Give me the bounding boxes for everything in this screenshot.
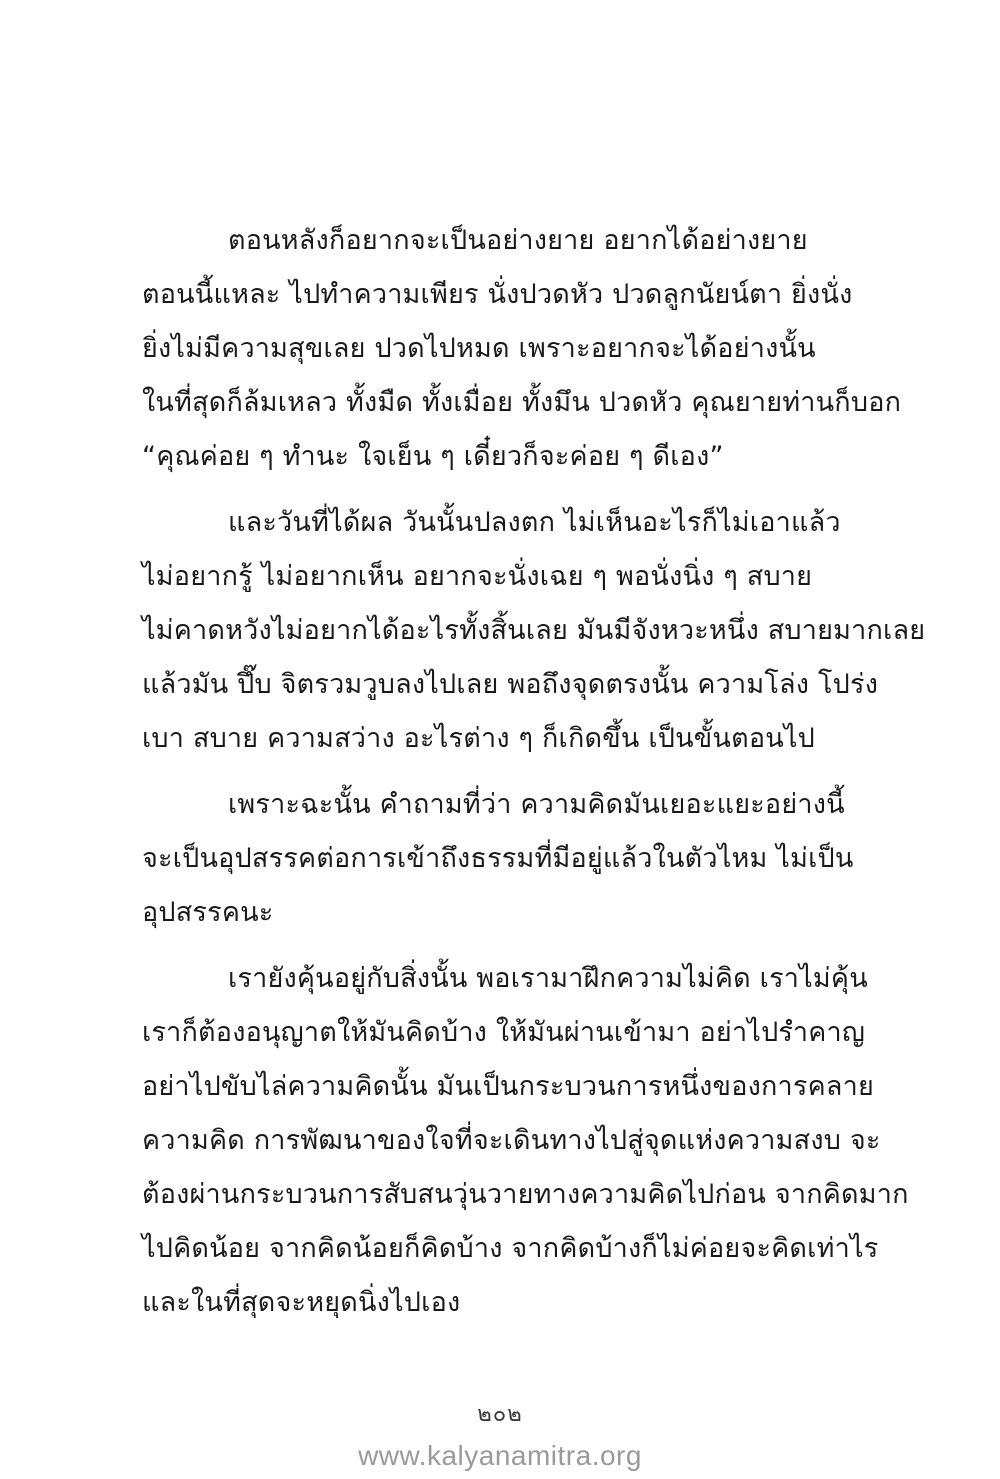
text-line: เบา สบาย ความสว่าง อะไรต่าง ๆ ก็เกิดขึ้น เป็นขั้นตอนไป	[142, 723, 816, 754]
text-line: ตอนหลังก็อยากจะเป็นอย่างยาย อยากได้อย่างยาย	[228, 225, 808, 256]
text-line: อุปสรรคนะ	[142, 897, 274, 928]
text-line: ยิ่งไม่มีความสุขเลย ปวดไปหมด เพราะอยากจะได้อย่างนั้น	[142, 333, 816, 364]
paragraph-2	[142, 496, 926, 766]
text-line: ต้องผ่านกระบวนการสับสนวุ่นวายทางความคิดไปก่อน จากคิดมาก	[142, 1179, 909, 1210]
text-line: และวันที่ได้ผล วันนั้นปลงตก ไม่เห็นอะไรก็ไม่เอาแล้ว	[228, 507, 841, 538]
paragraph-1	[142, 214, 902, 484]
text-line: และในที่สุดจะหยุดนิ่งไปเอง	[142, 1287, 461, 1318]
website-url: www.kalyanamitra.org	[358, 1440, 642, 1471]
text-line: ตอนนี้แหละ ไปทำความเพียร นั่งปวดหัว ปวดลูกนัยน์ตา ยิ่งนั่ง	[142, 279, 853, 310]
text-line: เรายังคุ้นอยู่กับสิ่งนั้น พอเรามาฝึกความไม่คิด เราไม่คุ้น	[228, 963, 868, 994]
paragraph-4	[142, 952, 909, 1330]
text-line: ไม่อยากรู้ ไม่อยากเห็น อยากจะนั่งเฉย ๆ พอนั่งนิ่ง ๆ สบาย	[142, 561, 813, 592]
paragraph-3	[142, 778, 854, 940]
text-line: “คุณค่อย ๆ ทำนะ ใจเย็น ๆ เดี๋ยวก็จะค่อย ๆ ดีเอง”	[142, 441, 724, 472]
text-line: เพราะฉะนั้น คำถามที่ว่า ความคิดมันเยอะแยะอย่างนี้	[228, 789, 845, 820]
text-line: ในที่สุดก็ล้มเหลว ทั้งมืด ทั้งเมื่อย ทั้งมึน ปวดหัว คุณยายท่านก็บอก	[142, 387, 902, 418]
page-number: ๒๐๒	[477, 1402, 523, 1427]
text-line: เราก็ต้องอนุญาตให้มันคิดบ้าง ให้มันผ่านเข้ามา อย่าไปรำคาญ	[142, 1017, 866, 1048]
text-line: ไม่คาดหวังไม่อยากได้อะไรทั้งสิ้นเลย มันมีจังหวะหนึ่ง สบายมากเลย	[142, 615, 926, 646]
text-line: ความคิด การพัฒนาของใจที่จะเดินทางไปสู่จุดแห่งความสงบ จะ	[142, 1125, 881, 1156]
body-text	[142, 214, 926, 1342]
text-line: แล้วมัน ปึ๊บ จิตรวมวูบลงไปเลย พอถึงจุดตรงนั้น ความโล่ง โปร่ง	[142, 669, 879, 700]
text-line: จะเป็นอุปสรรคต่อการเข้าถึงธรรมที่มีอยู่แล้วในตัวไหม ไม่เป็น	[142, 843, 854, 874]
text-line: ไปคิดน้อย จากคิดน้อยก็คิดบ้าง จากคิดบ้างก็ไม่ค่อยจะคิดเท่าไร	[142, 1233, 879, 1264]
text-line: อย่าไปขับไล่ความคิดนั้น มันเป็นกระบวนการหนึ่งของการคลาย	[142, 1071, 875, 1102]
